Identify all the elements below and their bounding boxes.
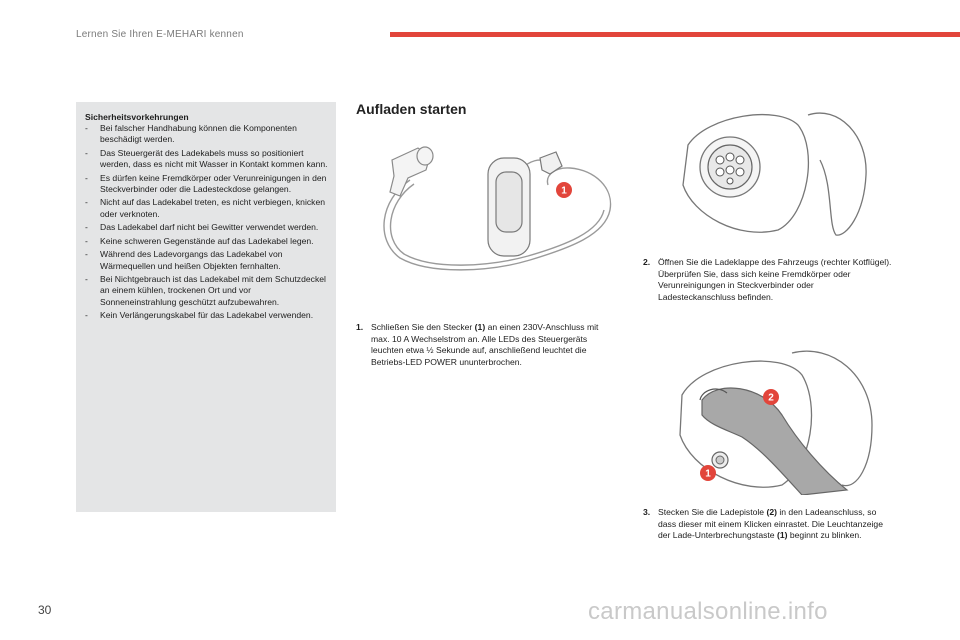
safety-item: - Kein Verlängerungskabel für das Ladekabel verwenden. (85, 310, 314, 321)
step-2: 2. Öffnen Sie die Ladeklappe des Fahrzeugs (rechter Kotflügel). Überprüfen Sie, dass sich keine Fremdkörper oder Verunreinigungen in Steckverbinder oder Ladesteckanschluss befinden. (643, 257, 892, 302)
safety-item: - Keine schweren Gegenstände auf das Ladekabel legen. (85, 235, 314, 246)
section-title: Aufladen starten (356, 101, 467, 117)
page-number: 30 (38, 603, 52, 617)
safety-item: - Während des Ladevorgangs das Ladekabel von Wärmequellen und heißen Objekten fernhalten. (85, 249, 283, 271)
header-accent-bar (390, 32, 960, 37)
safety-list (85, 123, 328, 321)
safety-item: - Das Steuergerät des Ladekabels muss so positioniert werden, dass es nicht mit Wasser in Kontakt kommen kann. (85, 147, 328, 169)
safety-title: Sicherheitsvorkehrungen (85, 112, 189, 122)
watermark: carmanualsonline.info (588, 598, 828, 625)
safety-item: - Nicht auf das Ladekabel treten, es nicht verbiegen, knicken oder verknoten. (85, 197, 326, 219)
safety-item: - Es dürfen keine Fremdkörper oder Verunreinigungen in den Steckverbinder oder die Ladesteckdose gelangen. (85, 172, 327, 194)
step-3: 3. Stecken Sie die Ladepistole (2) in den Ladeanschluss, so dass dieser mit einem Klicken einrastet. Die Leuchtanzeige der Lade-Unterbrechungstaste (1) beginnt zu blinken. (643, 507, 883, 540)
safety-notes-box (76, 102, 336, 512)
step-2-number: 2. (643, 257, 651, 267)
charging-flap-illustration (668, 105, 878, 240)
safety-item: - Bei falscher Handhabung können die Komponenten beschädigt werden. (85, 123, 297, 145)
callout-1-plug-label: 1 (561, 185, 567, 197)
charging-cable-illustration (370, 140, 620, 275)
callout-1-button-label: 1 (705, 468, 711, 480)
safety-item: - Das Ladekabel darf nicht bei Gewitter verwendet werden. (85, 222, 319, 233)
step-1: 1. Schließen Sie den Stecker (1) an einen 230V-Anschluss mit max. 10 A Wechselstrom an. Alle LEDs des Steuergeräts leuchten etwa ½ Sekunde auf, anschließend leuchtet die Betriebs-LED POWER ununterbrochen. (356, 322, 599, 367)
running-header: Lernen Sie Ihren E-MEHARI kennen (76, 29, 244, 40)
callout-2-gun-label: 2 (768, 392, 774, 404)
step-1-number: 1. (356, 322, 364, 332)
step-3-number: 3. (643, 507, 651, 517)
charging-gun-plugged-illustration (672, 345, 880, 495)
safety-item: - Bei Nichtgebrauch ist das Ladekabel mit dem Schutzdeckel an einem kühlen, trockenen Ort und vor Sonneneinstrahlung geschützt aufzubewahren. (85, 274, 326, 307)
